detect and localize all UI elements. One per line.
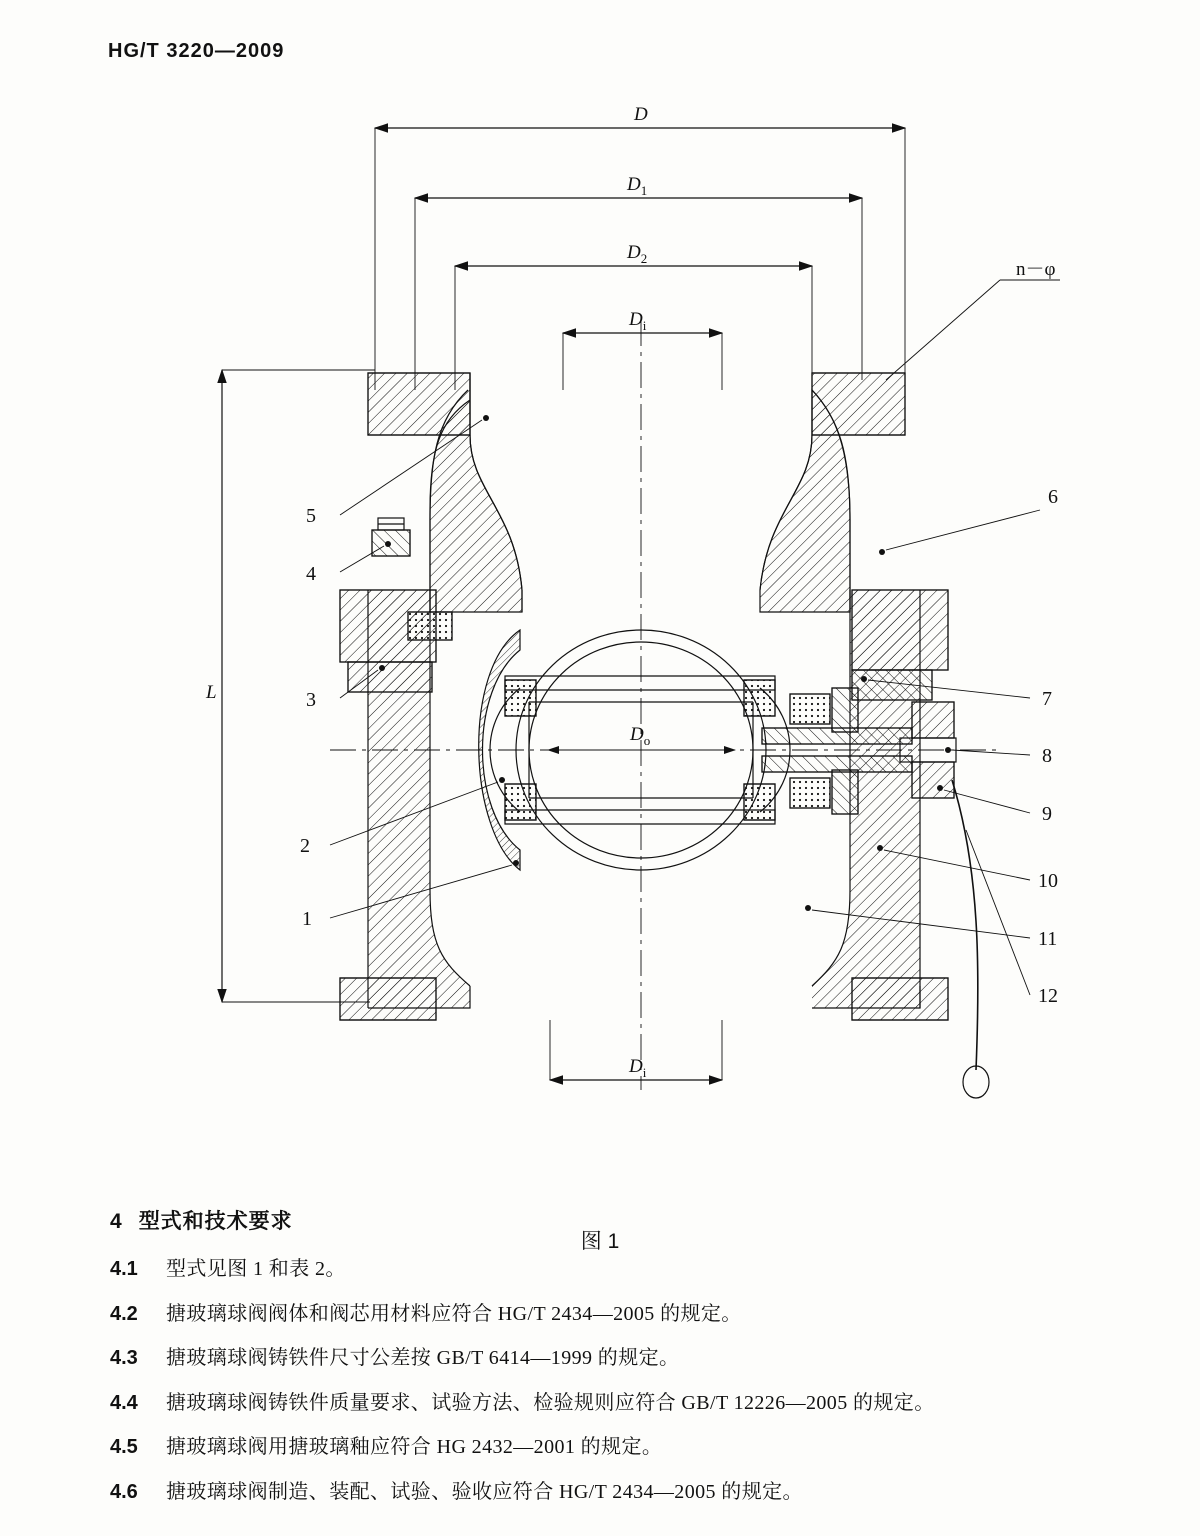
standard-code-header: HG/T 3220—2009 [108, 40, 285, 62]
part-number-6: 6 [1048, 486, 1058, 508]
clause-number: 4.3 [110, 1347, 138, 1370]
part-number-11: 11 [1038, 928, 1058, 950]
figure-caption: 图 1 [580, 1230, 620, 1253]
section-title: 型式和技术要求 [138, 1210, 293, 1233]
part-number-5: 5 [306, 505, 316, 527]
clause-text: 搪玻璃球阀铸铁件质量要求、试验方法、检验规则应符合 GB/T 12226—2005 的规定。 [166, 1391, 935, 1414]
section-number: 4 [110, 1210, 123, 1233]
clause-number: 4.4 [110, 1391, 138, 1414]
clause-text: 搪玻璃球阀铸铁件尺寸公差按 GB/T 6414—1999 的规定。 [166, 1347, 680, 1370]
clause-text: 搪玻璃球阀制造、装配、试验、验收应符合 HG/T 2434—2005 的规定。 [166, 1480, 803, 1503]
part-number-3: 3 [306, 689, 316, 711]
part-number-4: 4 [306, 563, 316, 585]
part-number-8: 8 [1042, 745, 1052, 767]
clause-4-6 [110, 1480, 1120, 1506]
clause-text: 型式见图 1 和表 2。 [166, 1258, 346, 1280]
section-4 [110, 1205, 1120, 1525]
valve-cross-section-svg [0, 90, 1200, 1170]
part-number-2: 2 [300, 835, 310, 857]
part-number-1: 1 [302, 908, 312, 930]
dim-label-D: D [634, 104, 648, 125]
part-number-7: 7 [1042, 688, 1052, 710]
clause-4-2 [110, 1302, 1120, 1328]
clause-4-1 [110, 1257, 1120, 1283]
clause-4-4 [110, 1391, 1120, 1417]
part-number-10: 10 [1038, 870, 1058, 892]
section-heading [110, 1205, 1120, 1235]
dim-label-D2: $D_2$ [627, 242, 648, 266]
clause-number: 4.1 [110, 1258, 138, 1280]
clause-number: 4.5 [110, 1436, 138, 1459]
dim-label-D0: $D_o$ [630, 724, 651, 748]
dim-label-D1: $D_1$ [627, 174, 648, 198]
clause-4-3 [110, 1346, 1120, 1372]
dim-label-Di-bottom: $D_i$ [629, 1056, 647, 1080]
clause-text: 搪玻璃球阀阀体和阀芯用材料应符合 HG/T 2434—2005 的规定。 [166, 1302, 742, 1325]
clause-number: 4.6 [110, 1480, 138, 1503]
dim-label-L: L [206, 682, 217, 703]
dim-label-Di-top: $D_i$ [629, 309, 647, 333]
part-number-12: 12 [1038, 985, 1058, 1007]
clause-text: 搪玻璃球阀用搪玻璃釉应符合 HG 2432—2001 的规定。 [166, 1436, 663, 1459]
part-number-9: 9 [1042, 803, 1052, 825]
dim-label-n-phi: n－φ [1016, 259, 1056, 280]
clause-4-5 [110, 1435, 1120, 1461]
clause-number: 4.2 [110, 1302, 138, 1325]
